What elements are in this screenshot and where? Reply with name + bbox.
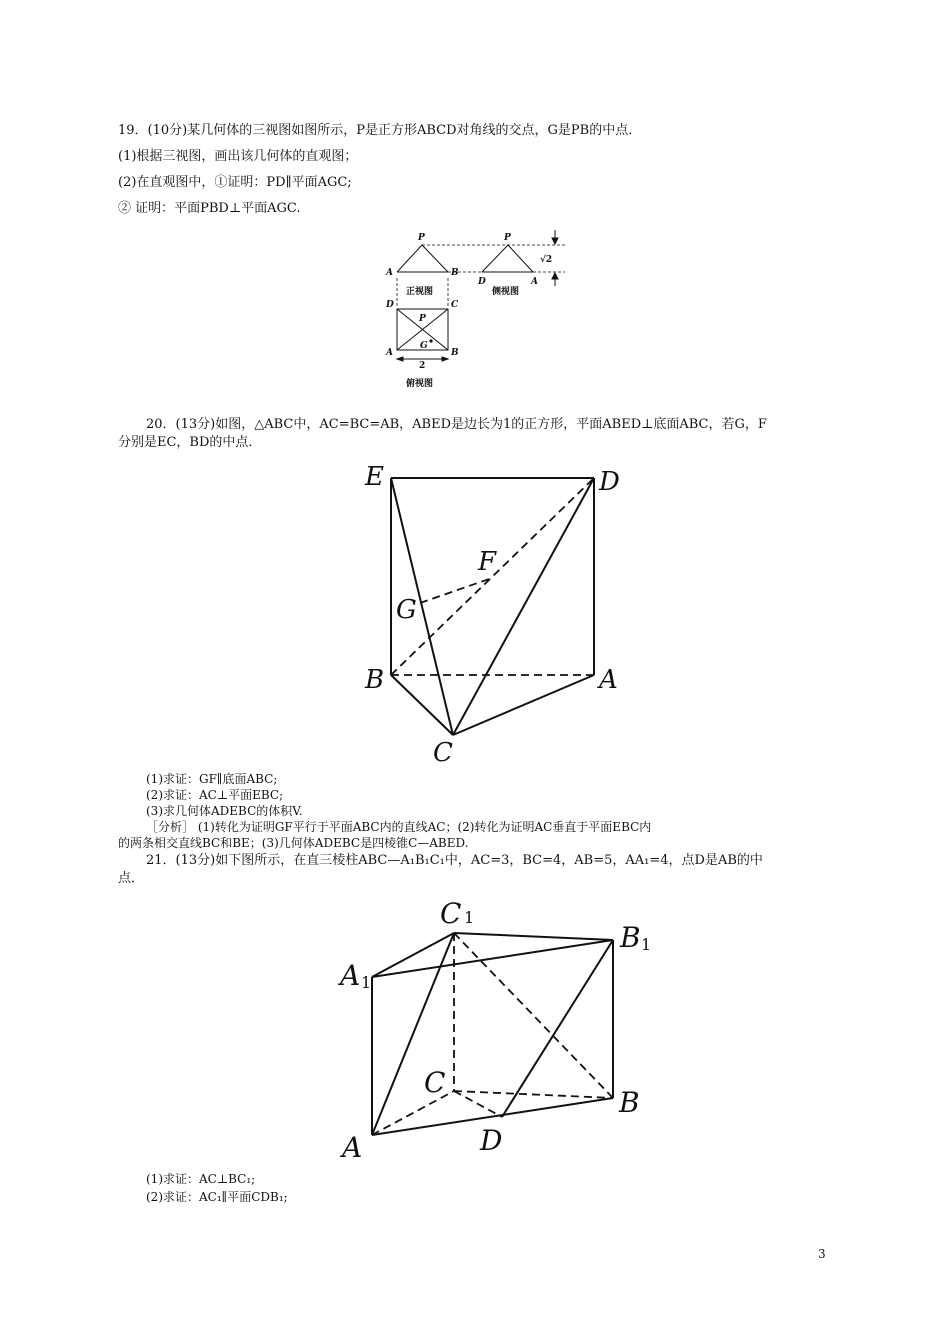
edge-AC1: [372, 933, 454, 1135]
q19-part2: (2)在直观图中，①证明：PD∥平面AGC;: [118, 175, 352, 190]
label-D-side: D: [478, 277, 486, 287]
q21-part2: (2)求证：AC₁∥平面CDB₁;: [146, 1190, 288, 1204]
q19-part3: ② 证明：平面PBD⊥平面AGC.: [118, 201, 301, 216]
q21-part1: (1)求证：AC⊥BC₁;: [146, 1172, 256, 1186]
label-B: B: [619, 1086, 640, 1119]
q21-stem-line1: 21．(13分)如下图所示，在直三棱柱ABC—A₁B₁C₁中，AC=3，BC=4，AB=5，AA₁=4，点D是AB的中: [146, 853, 763, 868]
front-view-triangle: [397, 245, 448, 272]
side-view-triangle: [482, 245, 533, 272]
point-g-dot: [429, 339, 432, 342]
side-view-title: 侧视图: [492, 287, 520, 297]
label-C: C: [424, 1066, 446, 1099]
edge-BC: [391, 675, 453, 735]
edge-B1D: [502, 940, 613, 1117]
edge-DC: [453, 478, 594, 735]
edge-CB: [454, 1091, 613, 1098]
figure-21-prism: [330, 895, 660, 1170]
label-D-top: D: [386, 300, 394, 310]
top-view-title: 俯视图: [406, 379, 434, 389]
label-A-top: A: [386, 348, 393, 358]
label-A1: A: [340, 959, 361, 992]
width-value: 2: [419, 361, 426, 371]
label-B-top: B: [451, 348, 459, 358]
q20-part2: (2)求证：AC⊥平面EBC;: [146, 788, 284, 802]
label-A: A: [599, 665, 618, 695]
label-B: B: [365, 665, 385, 695]
label-C: C: [433, 738, 453, 768]
edge-CD: [454, 1091, 502, 1117]
label-B1-subscript: 1: [641, 935, 652, 954]
label-A-side: A: [531, 277, 538, 287]
height-value: √2: [540, 255, 553, 265]
figure-20-solid: [355, 460, 635, 770]
label-P-front: P: [418, 233, 425, 243]
q20-analysis-line2: 的两条相交直线BC和BE；(3)几何体ADEBC是四棱锥C—ABED.: [118, 836, 469, 850]
label-A1-subscript: 1: [361, 973, 372, 992]
segment-GF: [420, 578, 492, 603]
label-P-top: P: [419, 314, 426, 324]
label-C1: C: [440, 897, 462, 930]
label-G-top: G: [420, 341, 428, 351]
edge-C1B: [454, 933, 613, 1098]
label-F: F: [478, 547, 497, 577]
label-G: G: [396, 595, 417, 625]
edge-AC: [453, 675, 594, 735]
label-B1: B: [620, 921, 641, 954]
label-P-side: P: [504, 233, 511, 243]
edge-C1B1: [454, 933, 613, 940]
q20-part1: (1)求证：GF∥底面ABC;: [146, 772, 278, 786]
q20-stem-line2: 分别是EC，BD的中点．: [118, 435, 262, 450]
label-C-top: C: [451, 300, 459, 310]
page-number: 3: [818, 1247, 826, 1261]
label-A-front: A: [386, 268, 393, 278]
q20-part3: (3)求几何体ADEBC的体积V.: [146, 804, 303, 818]
label-D: D: [480, 1124, 503, 1157]
q20-analysis-line1: ［分析］ (1)转化为证明GF平行于平面ABC内的直线AC；(2)转化为证明AC垂直于平面EBC内: [146, 820, 652, 834]
q20-stem-line1: 20．(13分)如图，△ABC中，AC=BC=AB，ABED是边长为1的正方形，平面ABED⊥底面ABC，若G，F: [146, 417, 767, 432]
label-D: D: [599, 467, 620, 497]
three-view-figure: [375, 226, 575, 396]
label-C1-subscript: 1: [464, 908, 475, 927]
label-E: E: [365, 462, 384, 492]
q19-stem: 19．(10分)某几何体的三视图如图所示，P是正方形ABCD对角线的交点，G是PB的中点．: [118, 123, 642, 138]
q21-stem-line2: 点．: [118, 871, 145, 886]
label-B-front: B: [451, 268, 459, 278]
label-A: A: [342, 1131, 363, 1164]
front-view-title: 正视图: [406, 287, 434, 297]
q19-part1: (1)根据三视图，画出该几何体的直观图；: [118, 149, 358, 164]
